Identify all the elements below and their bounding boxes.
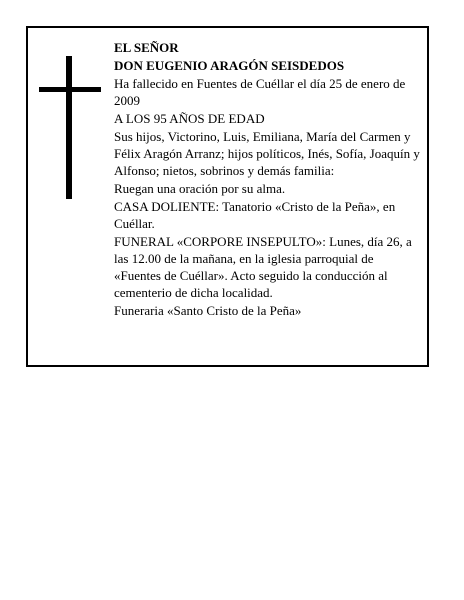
- title-line-1: EL SEÑOR: [114, 40, 179, 55]
- death-info: Ha fallecido en Fuentes de Cuéllar el día 25 de enero de 2009: [114, 76, 406, 108]
- casa-doliente: CASA DOLIENTE: Tanatorio «Cristo de la Peña», en Cuéllar.: [114, 199, 396, 231]
- cross-icon: [39, 56, 101, 199]
- cross-vertical-bar: [66, 56, 72, 199]
- family-list: Sus hijos, Victorino, Luis, Emiliana, María del Carmen y Félix Aragón Arranz; hijos políticos, Inés, Sofía, Joaquín y Alfonso; nietos, sobrinos y demás familia:: [114, 129, 420, 178]
- cross-horizontal-bar: [39, 87, 101, 92]
- funeral-info: FUNERAL «CORPORE INSEPULTO»: Lunes, día 26, a las 12.00 de la mañana, en la iglesia parroquial de «Fuentes de Cuéllar». Acto seguido la conducción al cementerio de dicha localidad.: [114, 234, 412, 300]
- funeraria: Funeraria «Santo Cristo de la Peña»: [114, 303, 302, 318]
- obituary-notice: [26, 26, 429, 367]
- deceased-name: DON EUGENIO ARAGÓN SEISDEDOS: [114, 58, 345, 73]
- age-line: A LOS 95 AÑOS DE EDAD: [114, 111, 265, 126]
- notice-text: [114, 39, 422, 320]
- prayer-request: Ruegan una oración por su alma.: [114, 181, 286, 196]
